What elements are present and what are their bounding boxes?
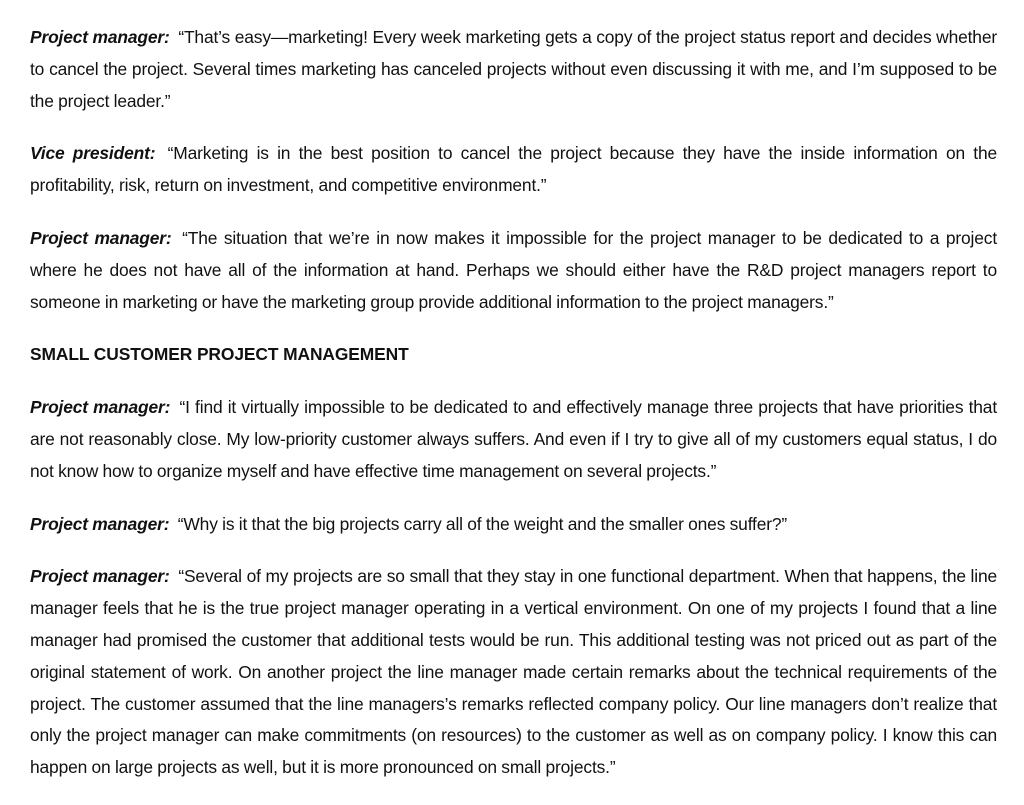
dialogue-text: “That’s easy—marketing! Every week marketing gets a copy of the project status report and decides whether to cancel the project. Several times marketing has canceled projects without even discussing it with me, and I’m supposed to be the project leader.” [30,27,997,111]
speaker-label: Project manager: [30,513,170,534]
dialogue-text: “Why is it that the big projects carry all of the weight and the smaller ones suffer?” [177,513,788,534]
dialogue-paragraph [30,22,997,117]
dialogue-text: “Several of my projects are so small that they stay in one functional department. When that happens, the line manager feels that he is the true project manager operating in a vertical environment. On one of my projects I found that a line manager had promised the customer that additional tests would be run. This additional testing was not priced out as part of the original statement of work. On another project the line manager made certain remarks about the technical requirements of the project. The customer assumed that the line managers’s remarks reflected company policy. Our line managers don’t realize that only the project manager can make commitments (on resources) to the customer as well as on company policy. I know this can happen on large projects as well, but it is more pronounced on small projects.” [30,566,997,778]
dialogue-paragraph [30,392,997,487]
dialogue-paragraph [30,509,997,541]
dialogue-text: “I find it virtually impossible to be dedicated to and effectively manage three projects that have priorities that are not reasonably close. My low-priority customer always suffers. And even if I try to give all of my customers equal status, I do not know how to organize myself and have effective time management on several projects.” [30,397,998,481]
dialogue-paragraph [30,138,997,202]
section-heading: SMALL CUSTOMER PROJECT MANAGEMENT [30,344,409,365]
dialogue-paragraph [30,223,997,318]
speaker-label: Project manager: [30,227,172,248]
speaker-label: Project manager: [30,27,170,47]
dialogue-text: “The situation that we’re in now makes it impossible for the project manager to be dedicated to a project where he does not have all of the information at hand. Perhaps we should either have the R&D project managers report to someone in marketing or have the marketing group provide additional information to the project managers.” [30,227,998,312]
dialogue-paragraph [30,561,997,784]
speaker-label: Project manager: [30,566,170,587]
dialogue-text: “Marketing is in the best position to cancel the project because they have the inside information on the profitability, risk, return on investment, and competitive environment.” [30,143,998,196]
document-page [30,22,997,805]
speaker-label: Project manager: [30,397,171,418]
speaker-label: Vice president: [30,143,156,164]
